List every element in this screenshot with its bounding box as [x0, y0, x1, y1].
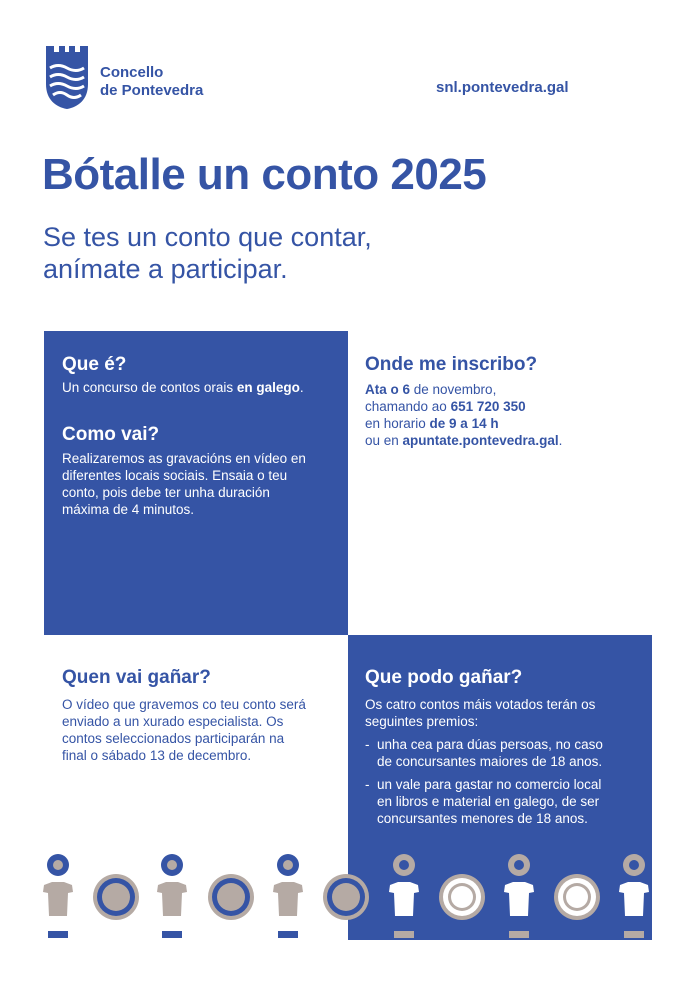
quen-text	[62, 696, 342, 764]
onde-line-4	[365, 432, 655, 449]
list-dash: -	[365, 737, 370, 752]
que-e-text-a: Un concurso de contos orais	[62, 380, 237, 395]
onde-line-3-text: en horario	[365, 416, 430, 431]
onde-line-2	[365, 398, 655, 415]
person-icon	[273, 854, 303, 938]
onde-hours-bold: de 9 a 14 h	[429, 416, 499, 431]
prize-list-item	[365, 776, 650, 827]
section-como-vai	[62, 424, 342, 518]
tambourine-icon	[208, 874, 254, 920]
decorative-figures-row	[40, 852, 656, 942]
podo-intro-1: Os catro contos máis votados terán os	[365, 697, 596, 712]
podo-heading: Que podo gañar?	[365, 667, 523, 688]
section-onde-me-inscribo	[365, 354, 655, 449]
onde-line-1	[365, 381, 655, 398]
tambourine-icon	[439, 874, 485, 920]
subtitle-line-2: anímate a participar.	[43, 254, 288, 284]
person-icon	[43, 854, 73, 938]
podo-text	[365, 696, 650, 827]
onde-line-3	[365, 415, 655, 432]
section-que-e	[62, 354, 342, 396]
onde-date-bold: Ata o 6	[365, 382, 411, 397]
section-quen-vai-ganar	[62, 667, 342, 764]
person-icon	[157, 854, 187, 938]
onde-line-1-rest: de novembro,	[410, 382, 497, 397]
person-icon	[619, 854, 649, 938]
que-e-text	[62, 379, 342, 396]
quen-heading: Quen vai gañar?	[62, 667, 211, 688]
como-vai-line: Realizaremos as gravacións en vídeo en	[62, 451, 306, 466]
onde-heading: Onde me inscribo?	[365, 354, 538, 375]
website-url[interactable]: snl.pontevedra.gal	[436, 79, 569, 96]
podo-intro-2: seguintes premios:	[365, 714, 479, 729]
que-e-heading: Que é?	[62, 354, 127, 375]
que-e-text-b: .	[299, 380, 304, 395]
prize-2-line-2: en libros e material en galego, de ser	[377, 794, 600, 809]
section-que-podo-ganar	[365, 667, 650, 827]
subtitle-line-1: Se tes un conto que contar,	[43, 222, 372, 252]
person-icon	[504, 854, 534, 938]
como-vai-text	[62, 450, 342, 518]
organization-name	[100, 64, 203, 100]
onde-line-2-text: chamando ao	[365, 399, 451, 414]
prize-1-line-1: unha cea para dúas persoas, no caso	[377, 737, 603, 752]
onde-line-4-end: .	[558, 433, 563, 448]
tambourine-icon	[554, 874, 600, 920]
prize-2-line-3: concursantes menores de 18 anos.	[377, 811, 588, 826]
person-icon	[389, 854, 419, 938]
quen-line: enviado a un xurado especialista. Os	[62, 714, 284, 729]
como-vai-line: máxima de 4 minutos.	[62, 502, 195, 517]
concello-shield-logo-icon	[44, 44, 90, 110]
org-line-1: Concello	[100, 64, 164, 81]
prize-list-item	[365, 736, 650, 770]
que-e-text-bold: en galego	[236, 380, 300, 395]
phone-number[interactable]: 651 720 350	[450, 399, 526, 414]
como-vai-heading: Como vai?	[62, 424, 160, 445]
page-subtitle	[43, 221, 372, 285]
onde-text	[365, 381, 655, 449]
onde-line-4-text: ou en	[365, 433, 403, 448]
tambourine-icon	[323, 874, 369, 920]
quen-line: O vídeo que gravemos co teu conto será	[62, 697, 306, 712]
quen-line: final o sábado 13 de decembro.	[62, 748, 252, 763]
tambourine-icon	[93, 874, 139, 920]
como-vai-line: conto, pois debe ter unha duración	[62, 485, 270, 500]
list-dash: -	[365, 777, 370, 792]
signup-url[interactable]: apuntate.pontevedra.gal	[402, 433, 559, 448]
page-title: Bótalle un conto 2025	[42, 150, 487, 199]
como-vai-line: diferentes locais sociais. Ensaia o teu	[62, 468, 288, 483]
org-line-2: de Pontevedra	[100, 82, 204, 99]
quen-line: contos seleccionados participarán na	[62, 731, 285, 746]
prize-2-line-1: un vale para gastar no comercio local	[377, 777, 602, 792]
prize-1-line-2: de concursantes maiores de 18 anos.	[377, 754, 603, 769]
